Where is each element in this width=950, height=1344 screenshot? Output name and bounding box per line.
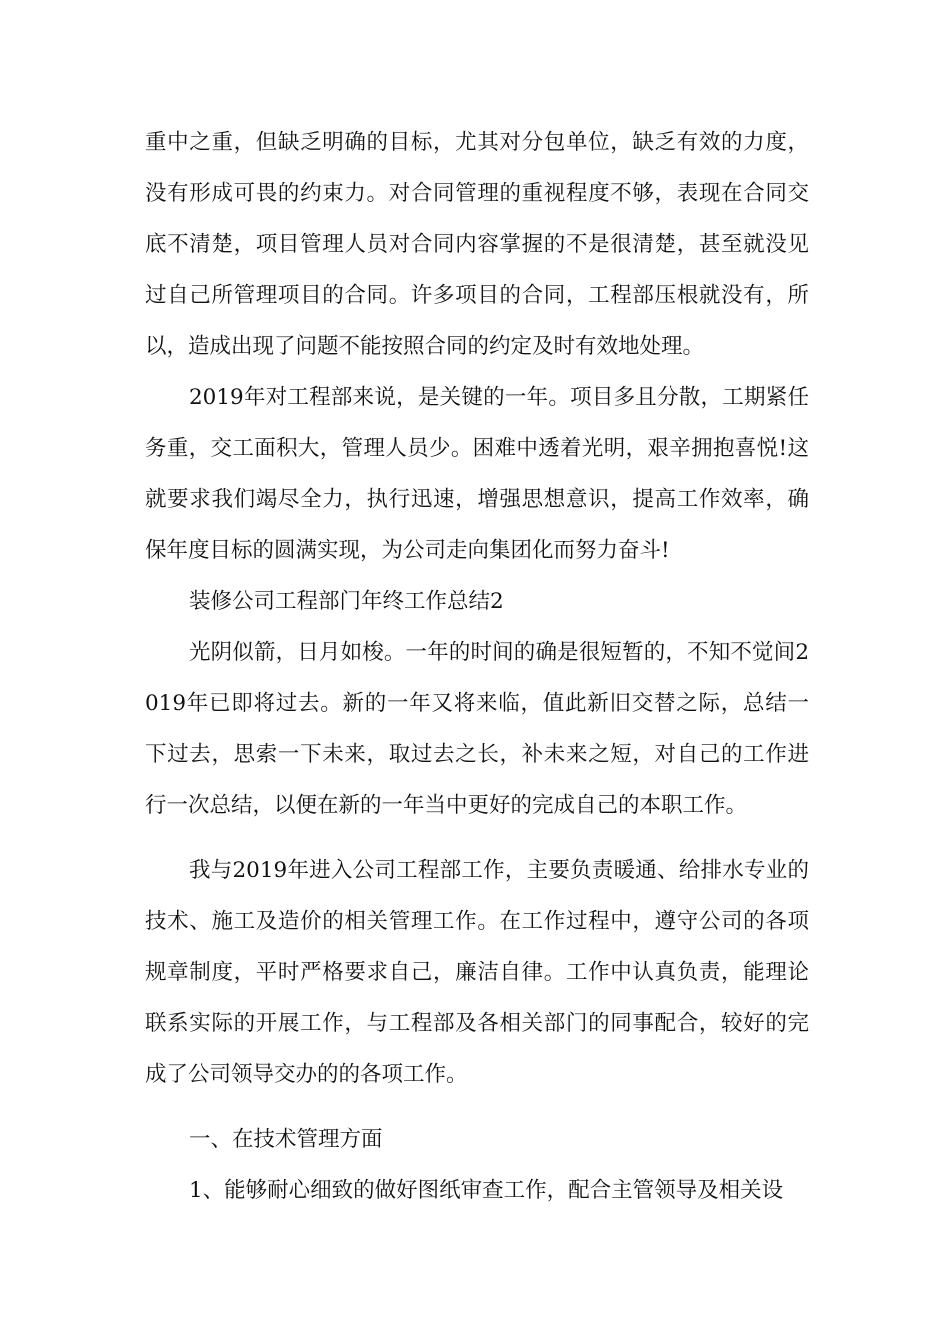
paragraph-2019-key-year: 2019年对工程部来说，是关键的一年。项目多且分散，工期紧任务重，交工面积大，管理人员少。困难中透着光明，艰辛拥抱喜悦!这就要求我们竭尽全力，执行迅速，增强思想意识，提高工作效率，确保年度目标的圆满实现，为公司走向集团化而努力奋斗! [145, 385, 809, 563]
heading-technical-management: 一、在技术管理方面 [189, 1127, 383, 1152]
document-body [145, 117, 809, 1216]
paragraph-time-flies: 光阴似箭，日月如梭。一年的时间的确是很短暂的，不知不觉间2019年已即将过去。新的一年又将来临，值此新旧交替之际，总结一下过去，思索一下未来，取过去之长，补未来之短，对自己的工作进行一次总结，以便在新的一年当中更好的完成自己的本职工作。 [145, 640, 809, 818]
paragraph-contract-management: 重中之重，但缺乏明确的目标，尤其对分包单位，缺乏有效的力度，没有形成可畏的约束力。对合同管理的重视程度不够，表现在合同交底不清楚，项目管理人员对合同内容掌握的不是很清楚，甚至就没见过自己所管理项目的合同。许多项目的合同，工程部压根就没有，所以，造成出现了问题不能按照合同的约定及时有效地处理。 [145, 130, 809, 359]
paragraph-joined-engineering: 我与2019年进入公司工程部工作，主要负责暖通、给排水专业的技术、施工及造价的相关管理工作。在工作过程中，遵守公司的各项规章制度，平时严格要求自己，廉洁自律。工作中认真负责，能理论联系实际的开展工作，与工程部及各相关部门的同事配合，较好的完成了公司领导交办的的各项工作。 [145, 858, 809, 1087]
paragraph-drawing-review: 1、能够耐心细致的做好图纸审查工作，配合主管领导及相关设 [189, 1178, 784, 1203]
section-title-summary-2: 装修公司工程部门年终工作总结2 [189, 589, 504, 614]
